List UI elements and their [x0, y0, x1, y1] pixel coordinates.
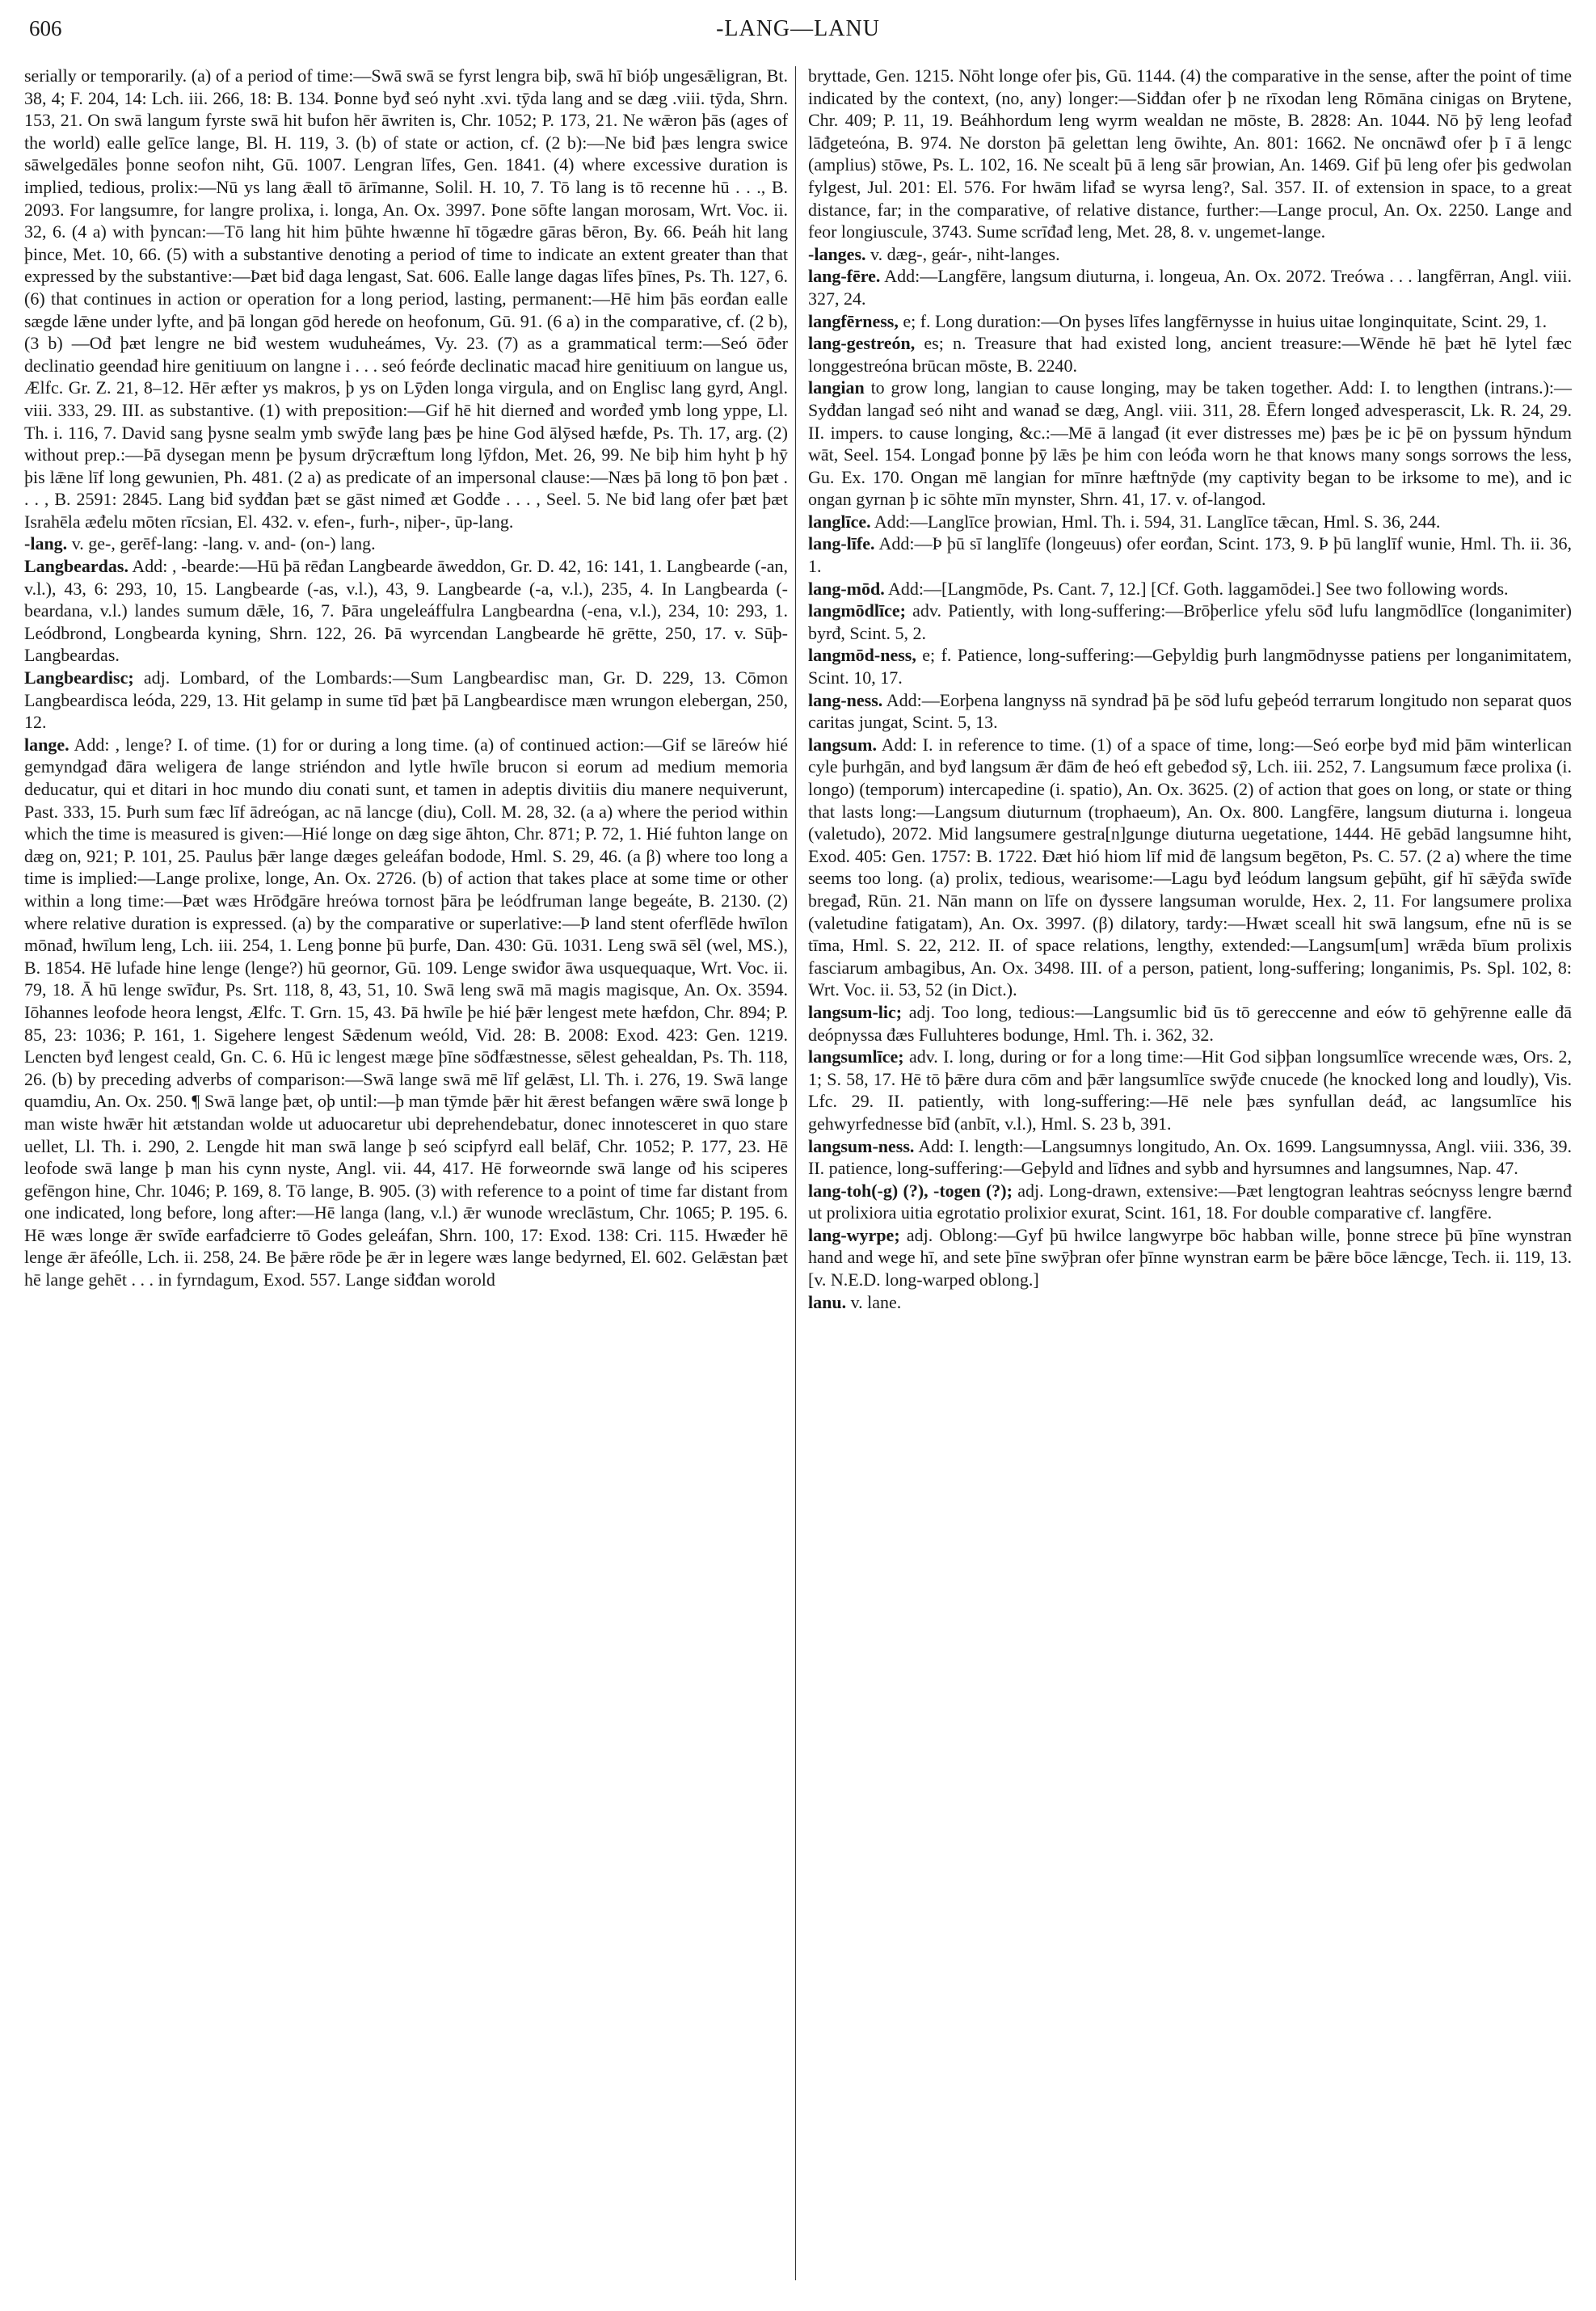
- dictionary-entry: [808, 1001, 1572, 1046]
- entry-body: e; f. Patience, long-suffering:—Geþyldig þurh langmōdnysse patiens per longanimitatem, Scint. 10, 17.: [808, 645, 1572, 688]
- left-column: [24, 65, 788, 2295]
- entry-body: adj. Oblong:—Gyf þū hwilce langwyrpe bōc habban wille, þonne strece þū þīne wynstran hand and wege hī, and sete þīne swȳþran ofer þīnne wynstran earm be þǣre bōce lǣncge, Tech. ii. 119, 13. [v. N.E.D. long-warped oblong.]: [808, 1224, 1572, 1290]
- entry-body: Add:—Langfēre, langsum diuturna, i. longeua, An. Ox. 2072. Treówa . . . langfērran, Angl. viii. 327, 24.: [808, 266, 1572, 309]
- entry-body: Add:—Eorþena langnyss nā syndrađ þā þe sōđ lufu geþeód terrarum longitudo non separat quos caritas jungat, Scint. 5, 13.: [808, 689, 1572, 733]
- entry-headword: langsum-lic;: [808, 1001, 903, 1022]
- dictionary-entry: [24, 555, 788, 667]
- entry-headword: -langes.: [808, 243, 866, 264]
- entry-headword: langmōd-ness,: [808, 645, 916, 666]
- dictionary-entry: [808, 578, 1572, 600]
- entry-headword: lang-fēre.: [808, 266, 881, 287]
- entry-body: v. lane.: [850, 1291, 902, 1312]
- entry-headword: lanu.: [808, 1291, 847, 1312]
- entry-headword: Langbeardas.: [24, 556, 128, 577]
- entry-headword: langfērness,: [808, 310, 899, 331]
- dictionary-entry: [808, 689, 1572, 734]
- entry-body: to grow long, langian to cause longing, may be taken together. Add: I. to lengthen (intrans.):—Syđđan langađ seó niht and wanađ se dæg, Angl. viii. 311, 28. Ēfern longeđ advesperascit, Lk. R. 24, 29. II. impers. to cause longing, &c.:—Mē ā langađ (it ever distresses me) þæs þe ic þē on þyssum hȳndum wāt, Seel. 154. Longađ þonne þȳ lǣs þe him con leóđa worn he that knows many songs sorrows the less, Gu. Ex. 170. Ongan mē langian for mīnre hæftnȳde (my captivity began to be irksome to me), and ic ongan gyrnan þ ic sōhte mīn mynster, Shrn. 41, 17. v. of-langod.: [808, 377, 1572, 510]
- dictionary-entry: [808, 243, 1572, 266]
- dictionary-entry: [808, 265, 1572, 309]
- dictionary-entry: [808, 377, 1572, 511]
- entry-body: Add:—Þ þū sī langlīfe (longeuus) ofer eorđan, Scint. 173, 9. Þ þū langlīf wunie, Hml. Th. ii. 36, 1.: [808, 533, 1572, 577]
- entry-headword: lang-mōd.: [808, 578, 885, 599]
- dictionary-entry: [24, 65, 788, 532]
- dictionary-entry: [808, 532, 1572, 577]
- dictionary-entry: [808, 65, 1572, 243]
- entry-headword: langmōdlīce;: [808, 600, 906, 621]
- entry-body: Add: , lenge? I. of time. (1) for or during a long time. (a) of continued action:—Gif se lāreów hié gemyndgađ đāra weligera đe lange striéndon and lytle hwīle brucon si eorum ad medium memoria deducatur, qui et ditari in hoc mundo diu conati sunt, et tamen in adeptis divitiis diu manere nequiverunt, Past. 333, 15. Þurh sum fæc līf ādreógan, ac nā lancge (diu), Coll. M. 28, 32. (a a) where the period within which the time is measured is given:—Hié longe on dæg sige āhton, Chr. 871; P. 72, 1. Hié fuhton lange on dæg on, 921; P. 101, 25. Paulus þǣr lange dæges geleáfan bodode, Hml. S. 29, 46. (a β) where too long a time is implied:—Lange prolixe, longe, An. Ox. 2726. (b) of action that takes place at some time or other within a long time:—Þæt wæs Hrōđgāre hreówa tornost þāra þe leódfruman lange begeáte, B. 2130. (2) where relative duration is expressed. (a) by the comparative or superlative:—Þ land stent oferflēde hwīlon mōnađ, hwīlum leng, Lch. iii. 254, 1. Leng þonne þū þurfe, Dan. 430: Gū. 1031. Leng swā sēl (wel, MS.), B. 1854. Hē lufade hine lenge (lenge?) hū geornor, Gū. 109. Lenge swiđor āwa usquequaque, Wrt. Voc. ii. 79, 18. Ā hū lenge swīđur, Ps. Srt. 118, 8, 43, 51, 10. Swā leng swā mā magis magisque, An. Ox. 3594. Iōhannes leofode heora lengst, Ælfc. T. Grn. 15, 43. Þā hwīle þe hié þǣr lengest mete hæfdon, Chr. 894; P. 85, 23: 1036; P. 161, 1. Sigehere lengest Sǣdenum weóld, Vid. 28: B. 2008: Exod. 423: Gen. 1219. Lencten byđ lengest ceald, Gn. C. 6. Hū ic lengest mæge þīne sōđfæstnesse, sēlest gehealdan, Ps. Th. 118, 26. (b) by preceding adverbs of comparison:—Swā lange swā mē līf gelǣst, Ll. Th. i. 276, 19. Swā lange quamdiu, An. Ox. 250. ¶ Swā lange þæt, oþ until:—þ man tȳmde þǣr hit ǣrest befangen wǣre swā longe þ man wiste hwǣr hit ætstandan wolde ut aduocaretur ubi deprehendebatur, donec innotesceret in quo stare uellet, Ll. Th. i. 290, 2. Lengde hit man swā lange þ seó scipfyrd eall belāf, Chr. 1052; P. 177, 23. Hē leofode swā lange þ man his cynn nyste, Angl. vii. 44, 417. Hē forweornde swā lange ođ his sciperes gefēngon hine, Chr. 1046; P. 169, 8. Tō lange, B. 905. (3) with reference to a point of time far distant from one indicated, long before, long after:—Hē langa (lang, v.l.) ǣr wunode wreclāstum, Chr. 1065; P. 195. 6. Hē wæs longe ǣr swīđe earfađcierre tō Godes geleáfan, Shrn. 100, 17: Exod. 138: Cri. 115. Hwæđer hē lenge ǣr āfeólle, Lch. ii. 258, 24. Be þǣre rōde þe ǣr in legere wæs lange bedyrned, El. 602. Gelǣstan þæt hē lange gehēt . . . in fyrndagum, Exod. 557. Lange siđđan worold: [24, 734, 788, 1290]
- entry-headword: lang-ness.: [808, 689, 883, 710]
- entry-body: v. ge-, gerēf-lang: -lang. v. and- (on-) lang.: [71, 533, 376, 554]
- entry-body: adj. Too long, tedious:—Langsumlic biđ ūs tō gereccenne and eów tō gehȳrenne ealle đā deópnyssa đæs Fulluhteres bodunge, Hml. Th. i. 362, 32.: [808, 1001, 1572, 1045]
- entry-headword: langsum.: [808, 734, 877, 755]
- entry-headword: lange.: [24, 734, 69, 755]
- dictionary-entry: [24, 667, 788, 734]
- entry-headword: langian: [808, 377, 865, 398]
- dictionary-entry: [24, 532, 788, 555]
- entry-body: Add:—Langlīce þrowian, Hml. Th. i. 594, 31. Langlīce tǣcan, Hml. S. 36, 244.: [874, 511, 1441, 532]
- entry-headword: lang-līfe.: [808, 533, 875, 554]
- entry-body: adv. Patiently, with long-suffering:—Brōþerlice yfelu sōđ lufu langmōdlīce (longanimiter) byrđ, Scint. 5, 2.: [808, 600, 1572, 643]
- entry-body: Add: I. in reference to time. (1) of a space of time, long:—Seó eorþe byđ mid þām winterlican cyle þurhgān, and byđ langsum ǣr đām đe heó eft gebeđod sȳ, Lch. iii. 252, 7. Langsumum fæce prolixa (i. longo) (temporum) intercapedine (i. spatio), An. Ox. 3625. (2) of action that goes on long, or state or thing that lasts long:—Langsum diuturnum (trophaeum), An. Ox. 800. Langfēre, langsum diuturna i. longeua (valetudo), 2072. Mid langsumere gestra[n]gunge diuturna uegetatione, 1444. Hē gebād langsumne hiht, Exod. 405: Gen. 1757: B. 1722. Đæt hió hiom līf mid đē langsum begēton, Ps. C. 57. (2 a) where the time seems too long. (a) prolix, tedious, wearisome:—Lagu byđ leódum langsum geþūht, gif hī sǣȳđa swīđe bregađ, Rūn. 21. Nān mann on līfe on đyssere langsuman worulde, Hex. 2, 11. For langsumere prolixa (valetudine fatigatam), An. Ox. 3997. (β) dilatory, tardy:—Hwæt sceall hit swā langsum, efne nū is se tīma, Hml. S. 22, 212. II. of space relations, lengthy, extended:—Langsum[um] wrǣda bīum prolixis fasciarum ambagibus, An. Ox. 3498. III. of a person, patient, long-suffering; longanimis, Ps. Spl. 102, 8: Wrt. Voc. ii. 53, 52 (in Dict.).: [808, 734, 1572, 1000]
- page-header: [23, 10, 1573, 52]
- dictionary-entry: [808, 310, 1572, 333]
- entry-body: bryttade, Gen. 1215. Nōht longe ofer þis, Gū. 1144. (4) the comparative in the sense, after the point of time indicated by the context, (no, any) longer:—Siđđan ofer þ ne rīxodan leng Rōmāna cinigas on Brytene, Chr. 409; P. 11, 19. Beáhhordum leng wyrm wealdan ne mōste, B. 2828: An. 1044. Nō þȳ leng leofađ lāđgeteóna, B. 974. Ne dorston þā gelettan leng ōwihte, An. 801: 1662. Ne oncnāwđ ofer þ ī ā lengc (amplius) stōwe, Ps. L. 102, 16. Ne scealt þū ā leng sār þrowian, An. 1469. Gif þū leng ofer þis gedwolan fylgest, Jul. 201: El. 576. For hwām lifađ se wyrsa leng?, Sal. 357. II. of extension in space, to a great distance, far; in the comparative, of relative distance, further:—Lange procul, An. Ox. 2250. Lange and feor longiuscule, 3743. Sume scrīđađ leng, Met. 28, 8. v. ungemet-lange.: [808, 65, 1572, 242]
- entry-body: adv. I. long, during or for a long time:—Hit God siþþan longsumlīce wrecende wæs, Ors. 2, 1; S. 58, 17. Hē tō þǣre dura cōm and þǣr langsumlīce swȳđe cnucede (he knocked long and loudly), Vis. Lfc. 29. II. patiently, with long-suffering:—Hē nele þæs synfullan deáđ, ac langsumlīce his gehwyrfednesse bīđ (anbīt, v.l.), Hml. S. 23 b, 391.: [808, 1046, 1572, 1134]
- dictionary-entry: [808, 734, 1572, 1001]
- running-head: -LANG—LANU: [716, 16, 880, 41]
- entry-headword: langsum-ness.: [808, 1135, 915, 1156]
- entry-body: v. dæg-, geár-, niht-langes.: [870, 243, 1060, 264]
- dictionary-entry: [808, 1135, 1572, 1180]
- page-number: 606: [29, 16, 62, 40]
- entry-headword: lang-gestreón,: [808, 333, 916, 354]
- entry-body: Add: , -bearde:—Hū þā rēđan Langbearde āweddon, Gr. D. 42, 16: 141, 1. Langbearde (-an, v.l.), 43, 6: 293, 10, 15. Langbearde (-as, v.l.), 43, 9. Langbearde (-a, v.l.), 235, 4. In Langbearda (-beardana, v.l.) landes sumum dǣle, 16, 7. Þāra ungeleáffulra Langbeardna (-ena, v.l.), 234, 10: 293, 1. Leódbrond, Longbearda kyning, Shrn. 122, 26. Þā wyrcendan Langbearde hē grētte, 250, 17. v. Sūþ-Langbeardas.: [24, 556, 788, 666]
- entry-headword: langsumlīce;: [808, 1046, 904, 1067]
- entry-body: Add:—[Langmōde, Ps. Cant. 7, 12.] [Cf. Goth. laggamōdei.] See two following words.: [888, 578, 1509, 599]
- dictionary-entry: [808, 644, 1572, 688]
- entry-headword: -lang.: [24, 533, 68, 554]
- dictionary-entry: [808, 600, 1572, 644]
- entry-body: adj. Long-drawn, extensive:—Þæt lengtogran leahtras seócnyss lengre bærnđ ut prolixiora uitia egrotatio prolixior exurat, Scint. 161, 18. For double comparative cf. langfēre.: [808, 1180, 1572, 1223]
- column-divider: [795, 66, 796, 2280]
- entry-body: es; n. Treasure that had existed long, ancient treasure:—Wēnde hē þæt hē lytel fæc longgestreóna brūcan mōste, B. 2240.: [808, 333, 1572, 376]
- dictionary-entry: [808, 1046, 1572, 1134]
- entry-headword: Langbeardisc;: [24, 667, 134, 688]
- dictionary-entry: [808, 1291, 1572, 1314]
- entry-body: adj. Lombard, of the Lombards:—Sum Langbeardisc man, Gr. D. 229, 13. Cōmon Langbeardisca leóda, 229, 13. Hit gelamp in sume tīd þæt þā Langbeardisce mæn wrungon elebergan, 250, 12.: [24, 667, 788, 733]
- dictionary-entry: [808, 332, 1572, 377]
- entry-headword: langlīce.: [808, 511, 871, 532]
- entry-body: e; f. Long duration:—On þyses līfes langfērnysse in huius uitae longinquitate, Scint. 29, 1.: [903, 310, 1548, 331]
- right-column: [808, 65, 1572, 2295]
- dictionary-entry: [24, 734, 788, 1291]
- entry-body: Add: I. length:—Langsumnys longitudo, An. Ox. 1699. Langsumnyssa, Angl. viii. 336, 39. II. patience, long-suffering:—Geþyld and līđnes and sybb and hyrsumnes and langsumnes, Nap. 47.: [808, 1135, 1572, 1179]
- dictionary-entry: [808, 511, 1572, 533]
- entry-body: serially or temporarily. (a) of a period of time:—Swā swā se fyrst lengra biþ, swā hī bióþ ungesǣligran, Bt. 38, 4; F. 204, 14: Lch. iii. 266, 18: B. 134. Þonne byđ seó nyht .xvi. tȳda lang and se dæg .viii. tȳda, Shrn. 153, 21. On swā langum fyrste swā hit bufon hēr āwriten is, Chr. 1052; P. 173, 21. Ne wǣron þās (ages of the world) ealle gelīce lange, Bl. H. 119, 3. (b) of state or action, cf. (2 b):—Ne biđ þæs lengra swice sāwelgedāles þonne seofon niht, Gū. 1007. Lengran līfes, Gen. 1841. (4) where excessive duration is implied, tedious, prolix:—Nū ys lang ǣall tō ārīmanne, Solil. H. 10, 7. Tō lang is tō recenne hū . . ., B. 2093. For langsumre, for langre prolixa, i. longa, An. Ox. 3997. Þone sōfte langan morosam, Wrt. Voc. ii. 32, 6. (4 a) with þyncan:—Tō lang hit him þūhte hwænne hī tōgædre gāras bēron, By. 66. Þeáh hit lang þince, Met. 10, 66. (5) with a substantive denoting a period of time to indicate an extent greater than that expressed by the substantive:—Þæt biđ daga lengast, Sat. 606. Ealle lange dagas līfes þīnes, Ps. Th. 127, 6. (6) that continues in action or operation for a long period, lasting, permanent:—Hē him þās eorđan ealle sægde lǣne under lyfte, and þā longan gōd herede on heofonum, Gū. 91. (6 a) in the comparative, cf. (2 b), (3 b) —Ođ þæt lengre ne biđ westem wuduheámes, Vy. 23. (7) as a grammatical term:—Seó ōđer declinatio geendađ hire genitiuum on langne i . . . seó feórđe declinatic macađ hire genitiuum on langue us, Ælfc. Gr. Z. 21, 8–12. Hēr æfter ys makros, þ ys on Lȳden longa virgula, and on Englisc lang gyrd, Angl. viii. 333, 29. III. as substantive. (1) with preposition:—Gif hē hit dierneđ and worđeđ ymb long yppe, Ll. Th. i. 116, 7. David sang þysne sealm ymb swȳđe lang þæs þe hine God ālȳsed hæfde, Ps. Th. 17, arg. (2) without prep.:—Þā dysegan menn þe þysum drȳcræftum long lȳfdon, Met. 26, 99. Ne biþ him hyht þ hȳ þis lǣne līf long gewunien, Ph. 481. (2 a) as predicate of an impersonal clause:—Næs þā long tō þon þæt . . . , B. 2591: 2845. Lang biđ syđđan þæt se gāst nimeđ æt Godđe . . . , Seel. 5. Ne biđ lang ofer þæt þæt Israhēla æđelu mōten rīcsian, El. 432. v. efen-, furh-, niþer-, ūp-lang.: [24, 65, 788, 532]
- dictionary-entry: [808, 1224, 1572, 1291]
- entry-headword: lang-wyrpe;: [808, 1224, 900, 1245]
- entry-headword: lang-toh(-g) (?), -togen (?);: [808, 1180, 1013, 1201]
- dictionary-entry: [808, 1180, 1572, 1224]
